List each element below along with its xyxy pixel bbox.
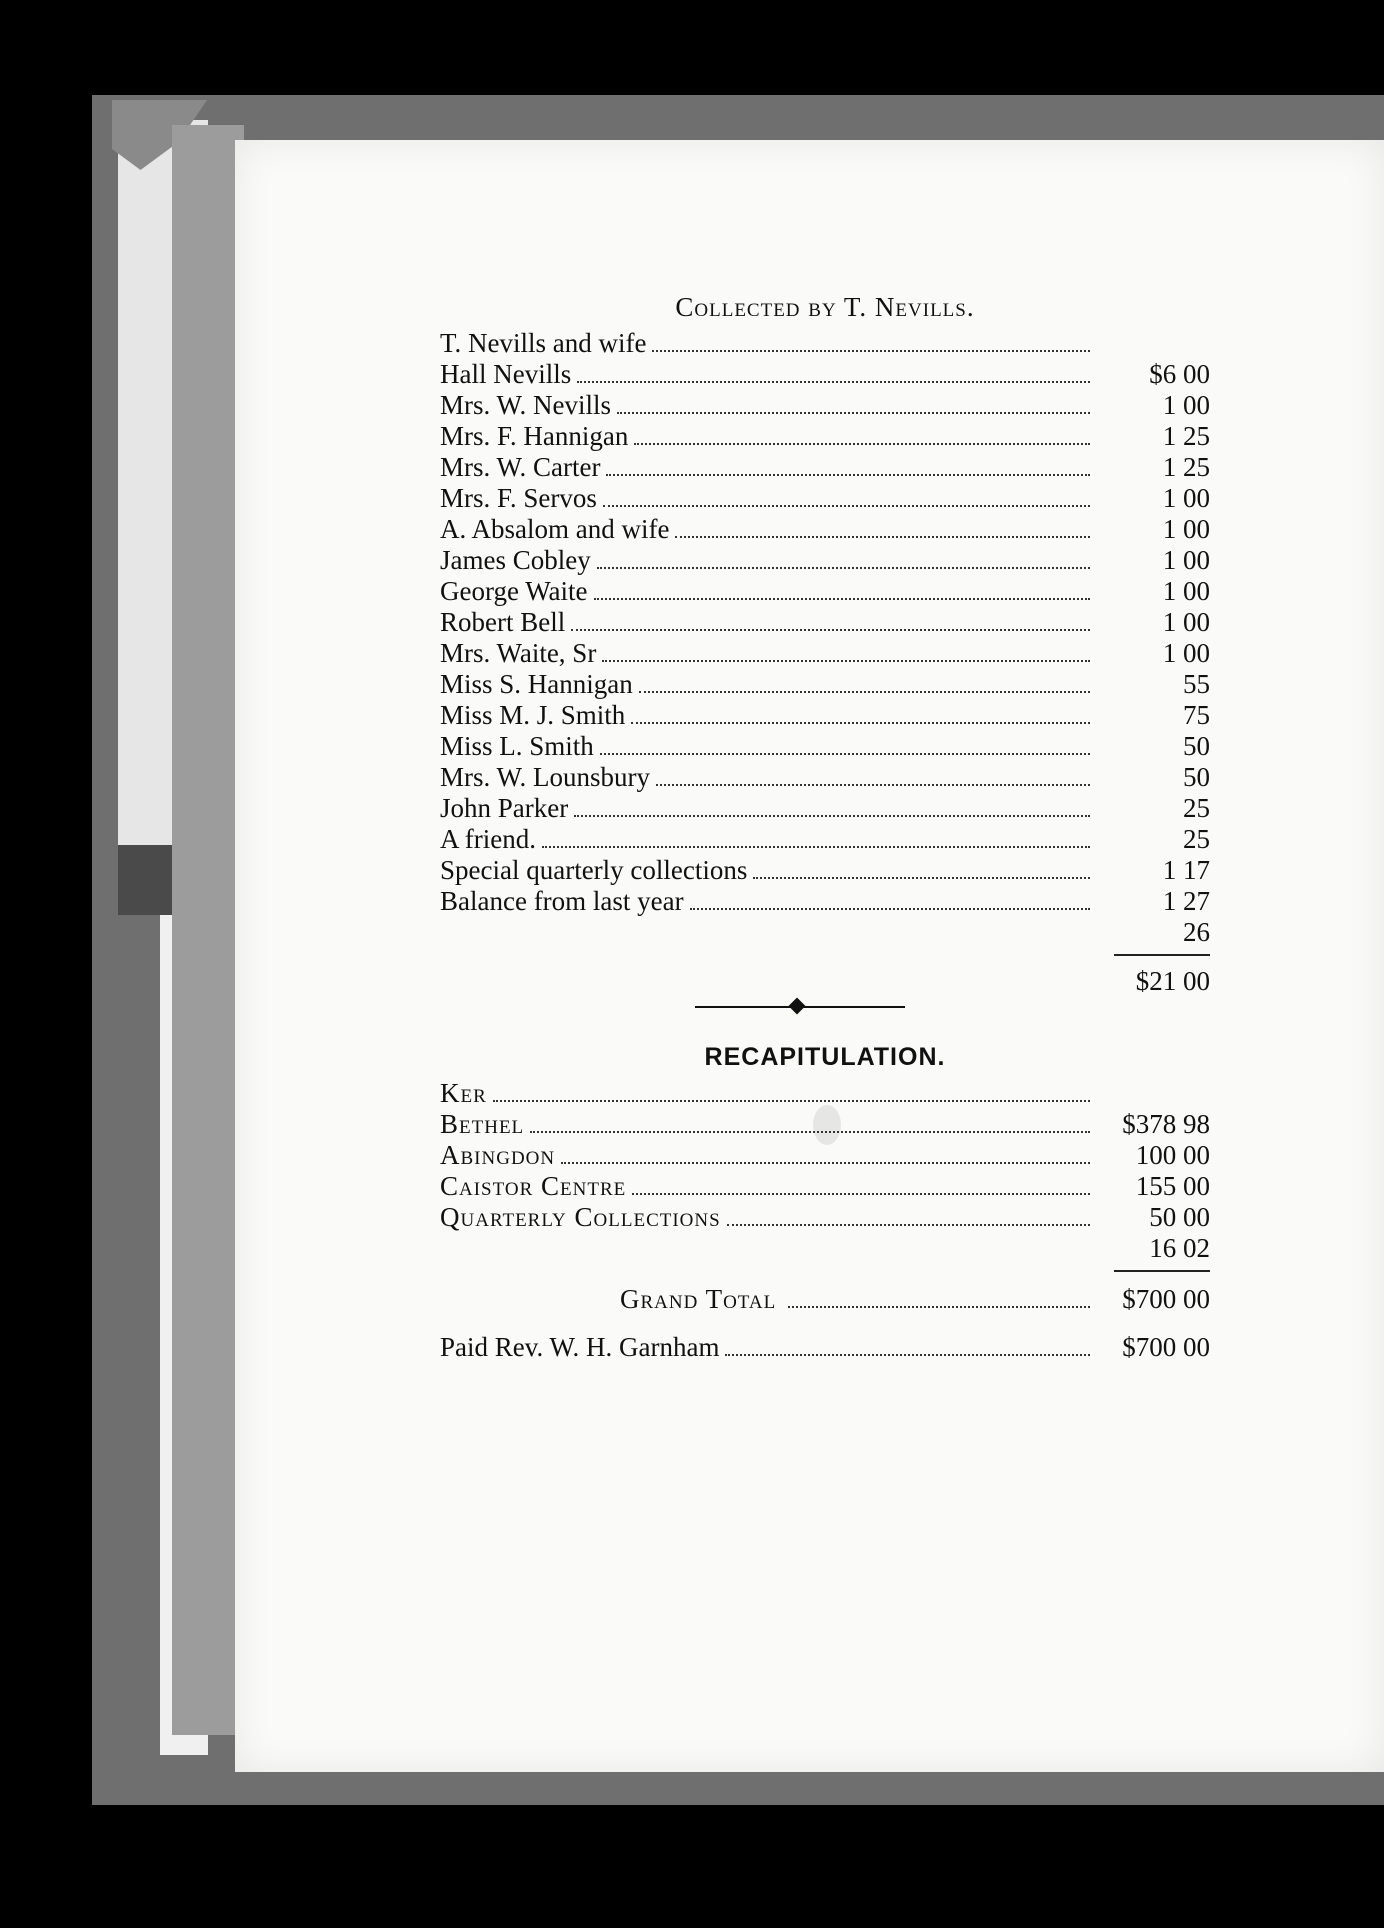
grand-total-amount: $700 00 [1122, 1284, 1210, 1314]
leader-dots [597, 567, 1090, 569]
collected-total: $21 00 [1135, 966, 1210, 996]
recap-name: Abingdon [440, 1140, 556, 1170]
collected-row [440, 917, 1210, 948]
amount: 1 00 [1162, 390, 1210, 420]
contributor-name: Miss L. Smith [440, 731, 594, 761]
amount: 26 [1183, 917, 1210, 947]
amount: 50 [1183, 762, 1210, 792]
collected-row [440, 793, 1210, 824]
recap-row [440, 1140, 1210, 1171]
collected-row [440, 886, 1210, 917]
contributor-name: John Parker [440, 793, 569, 823]
amount: 25 [1183, 793, 1210, 823]
amount: 1 17 [1162, 855, 1210, 885]
amount: $6 00 [1149, 359, 1210, 389]
leader-dots [639, 691, 1090, 693]
recap-title: RECAPITULATION. [704, 1043, 946, 1071]
section-divider-ornament [695, 1002, 905, 1012]
contributor-name: Mrs. W. Nevills [440, 390, 612, 420]
contributor-name: Special quarterly collections [440, 855, 748, 885]
leader-dots [603, 505, 1090, 507]
amount: 1 27 [1162, 886, 1210, 916]
leader-dots [634, 443, 1090, 445]
contributor-name: Miss M. J. Smith [440, 700, 626, 730]
recap-row [440, 1202, 1210, 1233]
leader-dots [542, 846, 1090, 848]
leader-dots [675, 536, 1090, 538]
contributor-name: Mrs. W. Carter [440, 452, 601, 482]
divider-diamond [789, 998, 806, 1015]
amount: 1 00 [1162, 483, 1210, 513]
amount: 1 00 [1162, 638, 1210, 668]
recap-name: Caistor Centre [440, 1171, 627, 1201]
recap-row [440, 1078, 1210, 1109]
sum-rule [1114, 954, 1210, 956]
leader-dots [725, 1354, 1090, 1356]
contributor-name: Mrs. F. Servos [440, 483, 597, 513]
paid-amount: $700 00 [1122, 1332, 1210, 1362]
leader-dots [571, 629, 1090, 631]
collected-row [440, 824, 1210, 855]
amount: 16 02 [1149, 1233, 1210, 1263]
amount: 25 [1183, 824, 1210, 854]
leader-dots [530, 1131, 1090, 1133]
leader-dots [753, 877, 1090, 879]
amount: 100 00 [1135, 1140, 1210, 1170]
recap-name: Quarterly Collections [440, 1202, 721, 1232]
contributor-name: Mrs. F. Hannigan [440, 421, 629, 451]
leader-dots [561, 1162, 1090, 1164]
collected-row [440, 483, 1210, 514]
page-content [440, 290, 1210, 1364]
leader-dots [632, 1193, 1090, 1195]
collected-row [440, 545, 1210, 576]
collected-list [440, 328, 1210, 948]
recap-name: Bethel [440, 1109, 525, 1139]
leader-dots [574, 815, 1090, 817]
leader-dots [727, 1224, 1090, 1226]
contributor-name: Hall Nevills [440, 359, 572, 389]
contributor-name: Mrs. Waite, Sr [440, 638, 597, 668]
sum-rule [1114, 1270, 1210, 1272]
contributor-name: T. Nevills and wife [440, 328, 647, 358]
contributor-name: Mrs. W. Lounsbury [440, 762, 651, 792]
amount: 1 25 [1162, 421, 1210, 451]
spine-strip [172, 125, 244, 1735]
recap-name: Ker [440, 1078, 487, 1108]
leader-dots [493, 1100, 1090, 1102]
collected-row [440, 855, 1210, 886]
amount: 55 [1183, 669, 1210, 699]
grand-total-label: Grand Total [620, 1284, 777, 1314]
collected-row [440, 700, 1210, 731]
leader-dots [652, 350, 1090, 352]
recap-row [440, 1109, 1210, 1140]
collected-row [440, 638, 1210, 669]
recap-row [440, 1233, 1210, 1264]
contributor-name: A. Absalom and wife [440, 514, 670, 544]
grand-total-row [440, 1282, 1210, 1316]
contributor-name: A friend. [440, 824, 536, 854]
leader-dots [617, 412, 1090, 414]
leader-dots [631, 722, 1090, 724]
contributor-name: George Waite [440, 576, 588, 606]
amount: 1 00 [1162, 576, 1210, 606]
collected-row [440, 669, 1210, 700]
contributor-name: Miss S. Hannigan [440, 669, 633, 699]
collected-row [440, 731, 1210, 762]
leader-dots [600, 753, 1090, 755]
collected-total-row [440, 964, 1210, 998]
collected-row [440, 390, 1210, 421]
amount: 50 00 [1149, 1202, 1210, 1232]
collected-row [440, 514, 1210, 545]
leader-dots [602, 660, 1090, 662]
collected-row [440, 607, 1210, 638]
collected-title: Collected by T. Nevills. [675, 292, 975, 322]
collected-row [440, 328, 1210, 359]
leader-dots [594, 598, 1090, 600]
amount: 155 00 [1135, 1171, 1210, 1201]
recap-row [440, 1171, 1210, 1202]
contributor-name: Robert Bell [440, 607, 566, 637]
collected-row [440, 576, 1210, 607]
leader-dots [606, 474, 1090, 476]
leader-dots [656, 784, 1090, 786]
leader-dots [577, 381, 1090, 383]
amount: 50 [1183, 731, 1210, 761]
amount: 75 [1183, 700, 1210, 730]
amount: $378 98 [1122, 1109, 1210, 1139]
amount: 1 00 [1162, 607, 1210, 637]
amount: 1 00 [1162, 514, 1210, 544]
collected-row [440, 421, 1210, 452]
contributor-name: James Cobley [440, 545, 591, 575]
paid-row [440, 1330, 1210, 1364]
leader-dots [690, 908, 1090, 910]
collected-row [440, 359, 1210, 390]
collected-row [440, 762, 1210, 793]
paid-label: Paid Rev. W. H. Garnham [440, 1332, 720, 1362]
collected-row [440, 452, 1210, 483]
recap-list [440, 1078, 1210, 1264]
leader-dots [788, 1306, 1090, 1308]
contributor-name: Balance from last year [440, 886, 684, 916]
amount: 1 25 [1162, 452, 1210, 482]
amount: 1 00 [1162, 545, 1210, 575]
